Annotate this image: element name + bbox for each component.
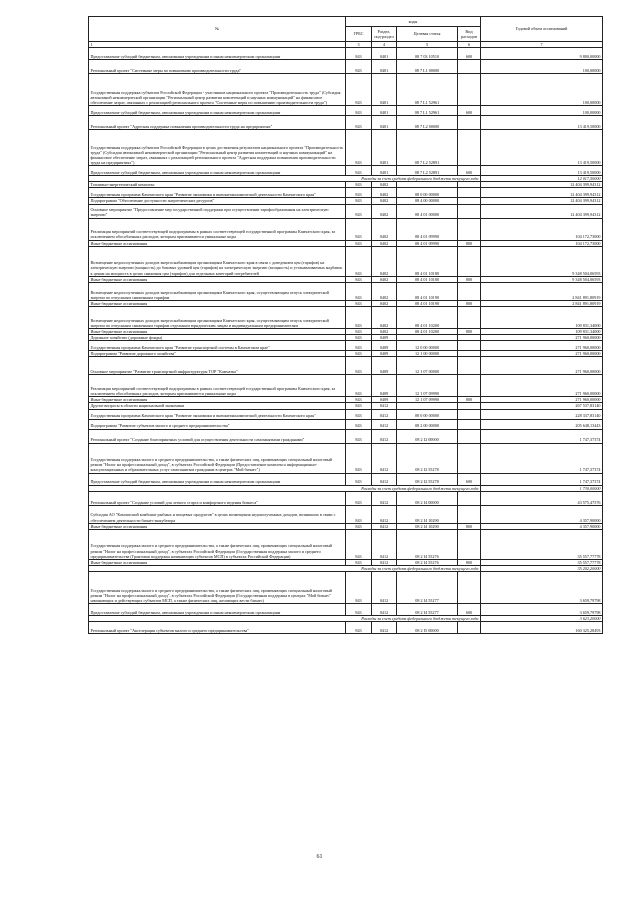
row-target-article: 08 7 L1 52961: [397, 106, 458, 116]
row-grbs: 843: [346, 443, 372, 473]
table-row: [89, 246, 603, 276]
header-expense-type: Вид расходов: [458, 27, 481, 42]
row-expense-type: 800: [458, 276, 481, 282]
row-amount: 2 841 891,80919: [481, 282, 603, 300]
row-amount: 1 747,37374: [481, 443, 603, 473]
row-amount: 4 357,90000: [481, 505, 603, 523]
row-grbs: 843: [346, 429, 372, 443]
row-grbs: 843: [346, 240, 372, 246]
row-section: 0402: [372, 182, 397, 188]
row-amount: 100,00000: [481, 60, 603, 74]
row-amount: 3 659,79798: [481, 572, 603, 604]
budget-table: [88, 16, 603, 634]
row-amount: 271 960,00000: [481, 341, 603, 351]
col-number-6: 6: [458, 42, 481, 48]
row-name: Возмещение недополученных доходов энергоснабжающим организациям Камчатского края в связи с доведением цен (тарифов) на электрическую энергию (мощность) до базовых уровней цен (тарифов) на электрическую энергию (мощность) и устанавливаемых надбавок к ценам на мощность в целях снижения цен (тарифов) для отдельных категорий потребителей: [89, 246, 346, 276]
row-expense-type: [458, 357, 481, 375]
federal-budget-label: Расходы за счет средств федерального бюджета текущего года: [89, 565, 481, 571]
row-expense-type: 800: [458, 523, 481, 529]
row-name: Государственная поддержка малого и среднего предпринимательства, а также физических лиц, применяющих специальный налоговый режим "Налог на профессиональный доход", в субъектах Российской Федерации (Предоставление комплекса информационно-консультационных и образовательных услуг самозанятым гражданам в центрах "Мой бизнес"): [89, 443, 346, 473]
federal-budget-amount: 3 623,20000: [481, 616, 603, 622]
row-section: 0412: [372, 473, 397, 485]
row-amount: 104 172,73000: [481, 240, 603, 246]
table-row: [89, 429, 603, 443]
row-section: 0402: [372, 198, 397, 204]
page-number: 61: [316, 854, 323, 860]
table-row: [89, 74, 603, 106]
row-section: 0412: [372, 604, 397, 616]
row-expense-type: 800: [458, 559, 481, 565]
row-name: Предоставление субсидий бюджетным, автономным учреждениям и иным некоммерческим организациям: [89, 166, 346, 176]
row-name: Иные бюджетные ассигнования: [89, 276, 346, 282]
row-grbs: 843: [346, 473, 372, 485]
row-expense-type: [458, 246, 481, 276]
table-row: [89, 375, 603, 397]
row-target-article: 08 2 I4 55276: [397, 559, 458, 565]
row-expense-type: [458, 443, 481, 473]
table-row: [89, 604, 603, 616]
row-name: Предоставление субсидий бюджетным, автономным учреждениям и иным некоммерческим организациям: [89, 48, 346, 60]
row-section: 0409: [372, 357, 397, 375]
row-expense-type: [458, 218, 481, 240]
row-target-article: 08 2 I4 55277: [397, 572, 458, 604]
row-expense-type: [458, 74, 481, 106]
row-name: Региональный проект "Создание условий для легкого старта и комфортного ведения бизнеса": [89, 491, 346, 505]
row-grbs: 843: [346, 74, 372, 106]
row-section: 0401: [372, 74, 397, 106]
row-grbs: 843: [346, 529, 372, 559]
row-target-article: 08 4 01 10190: [397, 300, 458, 306]
row-target-article: 08 2 I5 00000: [397, 622, 458, 634]
row-name: Другие вопросы в области национальной экономики: [89, 403, 346, 409]
federal-budget-amount: 12 017,50000: [481, 176, 603, 182]
row-name: Государственная программа Камчатского края "Развитие транспортной системы в Камчатском крае": [89, 341, 346, 351]
row-name: Государственная поддержка субъектов Российской Федерации - участников национального проекта "Производительность труда" (Субсидия автономной некоммерческой организации "Региональный центр развития компетенций и научных коммуникаций" на финансовое обеспечение затрат, связанных с реализацией регионального проекта "Системные меры по повышению производительности труда"): [89, 74, 346, 106]
row-grbs: 843: [346, 48, 372, 60]
header-grbs: ГРБС: [346, 27, 372, 42]
federal-budget-label: Расходы за счет средств федерального бюджета текущего года: [89, 616, 481, 622]
row-section: 0412: [372, 622, 397, 634]
row-amount: 228 337,83140: [481, 409, 603, 419]
row-name: Иные бюджетные ассигнования: [89, 328, 346, 334]
row-target-article: 08 7 L2 52891: [397, 130, 458, 166]
row-expense-type: [458, 572, 481, 604]
row-section: 0412: [372, 505, 397, 523]
row-expense-type: 800: [458, 240, 481, 246]
row-target-article: 08 2 I4 10290: [397, 523, 458, 529]
row-grbs: 843: [346, 409, 372, 419]
row-amount: 13 419,50000: [481, 116, 603, 130]
row-name: Иные бюджетные ассигнования: [89, 523, 346, 529]
row-grbs: 843: [346, 351, 372, 357]
row-section: 0412: [372, 403, 397, 409]
row-expense-type: 600: [458, 106, 481, 116]
row-section: 0412: [372, 443, 397, 473]
row-expense-type: [458, 529, 481, 559]
row-amount: 43 575,47576: [481, 491, 603, 505]
row-name: Реализация мероприятий соответствующей подпрограммы в рамках соответствующей государственной программы Камчатского края, за исключением обособленных расходов, которым присваиваются уникальные коды: [89, 218, 346, 240]
row-amount: 267 537,83140: [481, 403, 603, 409]
row-grbs: 843: [346, 60, 372, 74]
row-target-article: 12 0 00 00000: [397, 341, 458, 351]
table-row: [89, 409, 603, 419]
row-section: 0409: [372, 335, 397, 341]
row-name: Предоставление субсидий бюджетным, автономным учреждениям и иным некоммерческим организациям: [89, 604, 346, 616]
row-section: 0401: [372, 116, 397, 130]
row-target-article: 08 4 01 10180: [397, 246, 458, 276]
row-section: 0402: [372, 188, 397, 198]
row-amount: 35 557,77778: [481, 529, 603, 559]
row-grbs: 843: [346, 116, 372, 130]
row-grbs: 843: [346, 204, 372, 218]
row-target-article: 08 2 I2 00000: [397, 429, 458, 443]
row-grbs: 843: [346, 397, 372, 403]
row-section: 0412: [372, 409, 397, 419]
row-name: Иные бюджетные ассигнования: [89, 397, 346, 403]
row-name: Региональный проект "Создание благоприятных условий для осуществления деятельности самозанятыми гражданами": [89, 429, 346, 443]
row-amount: 271 960,00000: [481, 397, 603, 403]
table-row: [89, 572, 603, 604]
row-section: 0412: [372, 429, 397, 443]
row-amount: 12 404 399,94312: [481, 188, 603, 198]
row-amount: 13 419,50000: [481, 130, 603, 166]
federal-budget-label: Расходы за счет средств федерального бюджета текущего года: [89, 176, 481, 182]
row-amount: 1 747,37374: [481, 473, 603, 485]
row-name: Топливно-энергетический комплекс: [89, 182, 346, 188]
row-target-article: 08 2 I4 10290: [397, 505, 458, 523]
row-amount: 4 357,90000: [481, 523, 603, 529]
row-expense-type: [458, 341, 481, 351]
row-grbs: 843: [346, 182, 372, 188]
row-name: Государственная поддержка субъектов Российской Федерации в целях достижения результатов национального проекта "Производительность труда" (Субсидия автономной некоммерческой организации "Региональный центр развития компетенций и научных коммуникаций" на финансовое обеспечение затрат, связанных с реализацией регионального проекта "Адресная поддержка повышения производительности труда на предприятиях"): [89, 130, 346, 166]
row-name: Региональный проект "Системные меры по повышению производительности труда": [89, 60, 346, 74]
header-section: Раздел, под-раздел: [372, 27, 397, 42]
row-grbs: 843: [346, 491, 372, 505]
row-section: 0412: [372, 523, 397, 529]
row-amount: 1 747,37374: [481, 429, 603, 443]
row-expense-type: 800: [458, 397, 481, 403]
col-number-4: 4: [372, 42, 397, 48]
row-name: Региональный проект "Адресная поддержка повышения производительности труда на предприятиях": [89, 116, 346, 130]
row-amount: 271 960,00000: [481, 335, 603, 341]
row-name: Подпрограмма "Обеспечение доступности энергетических ресурсов": [89, 198, 346, 204]
row-target-article: 08 7 L2 52891: [397, 166, 458, 176]
row-name: Иные бюджетные ассигнования: [89, 240, 346, 246]
row-name: Предоставление субсидий бюджетным, автономным учреждениям и иным некоммерческим организациям: [89, 106, 346, 116]
row-grbs: 843: [346, 198, 372, 204]
row-section: 0402: [372, 240, 397, 246]
table-row: [89, 505, 603, 523]
row-name: Подпрограмма "Развитие субъектов малого и среднего предпринимательства": [89, 419, 346, 429]
row-amount: 35 557,77778: [481, 559, 603, 565]
row-target-article: 08 2 I4 00000: [397, 491, 458, 505]
row-amount: 205 648,13443: [481, 419, 603, 429]
row-grbs: 843: [346, 604, 372, 616]
row-expense-type: [458, 204, 481, 218]
row-expense-type: [458, 409, 481, 419]
row-expense-type: [458, 282, 481, 300]
row-expense-type: [458, 429, 481, 443]
table-row: [89, 48, 603, 60]
row-section: 0402: [372, 328, 397, 334]
row-grbs: 843: [346, 357, 372, 375]
header-annual-volume: Годовой объем ассигнований: [481, 17, 603, 42]
row-name: Возмещение недополученных доходов энергоснабжающим организациям Камчатского края, осуществляющим отпуск электрической энергии по отпускным сниженным тарифам отдельным юридическим лицам и индивидуальным предпринимателям: [89, 306, 346, 328]
row-target-article: 08 7 L1 00000: [397, 60, 458, 74]
row-section: 0402: [372, 276, 397, 282]
row-name: Возмещение недополученных доходов энергоснабжающим организациям Камчатского края, осуществляющим отпуск электрической энергии по отпускным сниженным тарифам: [89, 282, 346, 300]
row-amount: 3 659,79798: [481, 604, 603, 616]
row-expense-type: [458, 306, 481, 328]
row-target-article: 12 1 07 09990: [397, 375, 458, 397]
table-row: [89, 204, 603, 218]
row-section: 0402: [372, 218, 397, 240]
row-expense-type: [458, 130, 481, 166]
row-expense-type: 600: [458, 48, 481, 60]
row-amount: 100,00000: [481, 106, 603, 116]
row-grbs: 843: [346, 106, 372, 116]
row-name: Предоставление субсидий бюджетным, автономным учреждениям и иным некоммерческим организациям: [89, 473, 346, 485]
table-row: [89, 622, 603, 634]
row-grbs: 843: [346, 282, 372, 300]
row-section: 0401: [372, 48, 397, 60]
row-name: Субсидия АО "Камчатский комбинат рыбных и пищевых продуктов" в целях возмещения недополученных доходов, возникших в связи с обеспечением деятельности бизнес-инкубатора: [89, 505, 346, 523]
table-row: [89, 419, 603, 429]
row-section: 0409: [372, 351, 397, 357]
row-grbs: 843: [346, 166, 372, 176]
table-row: [89, 166, 603, 176]
col-number-3: 3: [346, 42, 372, 48]
row-target-article: 08 4 01 10200: [397, 306, 458, 328]
row-expense-type: [458, 375, 481, 397]
row-section: 0409: [372, 341, 397, 351]
row-target-article: 08 4 01 10180: [397, 276, 458, 282]
row-section: 0409: [372, 375, 397, 397]
row-grbs: 843: [346, 188, 372, 198]
row-expense-type: [458, 60, 481, 74]
row-amount: 109 831,34000: [481, 328, 603, 334]
table-row: [89, 130, 603, 166]
row-target-article: 08 0 00 00000: [397, 409, 458, 419]
table-row: [89, 306, 603, 328]
row-section: 0402: [372, 204, 397, 218]
row-section: 0401: [372, 60, 397, 74]
row-target-article: 12 1 07 09990: [397, 397, 458, 403]
row-amount: 12 404 399,94312: [481, 198, 603, 204]
row-target-article: 08 7 L2 00000: [397, 116, 458, 130]
row-grbs: 843: [346, 276, 372, 282]
table-row: [89, 106, 603, 116]
row-expense-type: 600: [458, 166, 481, 176]
row-target-article: 08 4 01 09990: [397, 240, 458, 246]
row-target-article: 08 7 L1 52961: [397, 74, 458, 106]
header-target-article: Целевая статья: [397, 27, 458, 42]
table-row: [89, 473, 603, 485]
row-grbs: 843: [346, 403, 372, 409]
row-section: 0402: [372, 300, 397, 306]
row-grbs: 843: [346, 559, 372, 565]
row-name: Государственная поддержка малого и среднего предпринимательства, а также физических лиц, применяющих специальный налоговый режим "Налог на профессиональный доход", в субъектах Российской Федерации (Государственная поддержка в центрах "Мой бизнес" начинающих и действующих субъектов МСП, а также физических лиц, желающих вести бизнес): [89, 572, 346, 604]
row-grbs: 843: [346, 130, 372, 166]
row-target-article: 08 0 00 00000: [397, 188, 458, 198]
table-row: [89, 357, 603, 375]
row-amount: 13 419,50000: [481, 166, 603, 176]
row-expense-type: [458, 116, 481, 130]
row-name: Реализация мероприятий соответствующей подпрограммы в рамках соответствующей государственной программы Камчатского края, за исключением обособленных расходов, которым присваиваются уникальные коды: [89, 375, 346, 397]
table-row: [89, 491, 603, 505]
table-body: [89, 48, 603, 634]
row-target-article: 08 2 I2 55278: [397, 473, 458, 485]
row-section: 0402: [372, 306, 397, 328]
col-number-7: 7: [481, 42, 603, 48]
row-amount: 271 960,00000: [481, 357, 603, 375]
row-section: 0401: [372, 106, 397, 116]
row-grbs: 843: [346, 375, 372, 397]
row-name: Региональный проект "Акселерация субъектов малого и среднего предпринимательства": [89, 622, 346, 634]
row-section: 0412: [372, 419, 397, 429]
row-expense-type: 800: [458, 300, 481, 306]
row-amount: 9 348 504,06593: [481, 246, 603, 276]
row-expense-type: [458, 419, 481, 429]
row-grbs: 843: [346, 246, 372, 276]
row-target-article: 08 2 I2 55278: [397, 443, 458, 473]
row-expense-type: [458, 505, 481, 523]
row-target-article: 12 1 07 00000: [397, 357, 458, 375]
row-amount: 12 404 399,94312: [481, 182, 603, 188]
row-grbs: 843: [346, 505, 372, 523]
row-target-article: 08 2 I4 55276: [397, 529, 458, 559]
row-amount: 2 841 891,80919: [481, 300, 603, 306]
row-target-article: 08 4 01 10190: [397, 282, 458, 300]
row-grbs: 843: [346, 306, 372, 328]
row-target-article: 08 7 03 10510: [397, 48, 458, 60]
row-target-article: 08 2 00 00000: [397, 419, 458, 429]
row-target-article: 08 2 I4 55277: [397, 604, 458, 616]
row-grbs: 843: [346, 523, 372, 529]
row-section: 0402: [372, 246, 397, 276]
row-amount: 271 960,00000: [481, 375, 603, 397]
row-expense-type: [458, 622, 481, 634]
row-name: Подпрограмма "Развитие дорожного хозяйства": [89, 351, 346, 357]
row-name: Дорожное хозяйство (дорожные фонды): [89, 335, 346, 341]
federal-budget-amount: 35 202,20000: [481, 565, 603, 571]
federal-budget-label: Расходы за счет средств федерального бюджета текущего года: [89, 485, 481, 491]
table-row: [89, 282, 603, 300]
row-amount: 271 960,00000: [481, 351, 603, 357]
row-grbs: 843: [346, 335, 372, 341]
row-section: 0401: [372, 166, 397, 176]
row-grbs: 843: [346, 328, 372, 334]
table-row: [89, 443, 603, 473]
row-section: 0402: [372, 282, 397, 300]
row-name: Иные бюджетные ассигнования: [89, 300, 346, 306]
table-row: [89, 529, 603, 559]
header-number: №: [89, 17, 346, 42]
table-row: [89, 188, 603, 198]
table-row: [89, 218, 603, 240]
row-target-article: 08 4 00 00000: [397, 198, 458, 204]
row-target-article: 08 4 01 10200: [397, 328, 458, 334]
col-number-1: 1: [89, 42, 346, 48]
row-target-article: 08 4 01 00000: [397, 204, 458, 218]
row-target-article: 08 4 01 09990: [397, 218, 458, 240]
row-expense-type: [458, 491, 481, 505]
row-name: Государственная поддержка малого и среднего предпринимательства, а также физических лиц, применяющих специальный налоговый режим "Налог на профессиональный доход", в субъектах Российской Федерации (Государственная поддержка малого и среднего предпринимательства (Грантовая поддержка начинающих субъектов МСП) в субъектах Российской Федерации): [89, 529, 346, 559]
row-section: 0412: [372, 529, 397, 559]
row-section: 0412: [372, 491, 397, 505]
row-amount: 100,00000: [481, 74, 603, 106]
table-row: [89, 341, 603, 351]
row-grbs: 843: [346, 572, 372, 604]
row-grbs: 843: [346, 218, 372, 240]
col-number-5: 5: [397, 42, 458, 48]
table-row: [89, 60, 603, 74]
row-grbs: 843: [346, 300, 372, 306]
row-amount: 109 831,34000: [481, 306, 603, 328]
row-name: Государственная программа Камчатского края "Развитие экономики и внешнеэкономической деятельности Камчатского края": [89, 188, 346, 198]
row-grbs: 843: [346, 341, 372, 351]
row-expense-type: 800: [458, 328, 481, 334]
row-section: 0409: [372, 397, 397, 403]
row-section: 0412: [372, 572, 397, 604]
row-grbs: 843: [346, 622, 372, 634]
row-name: Основное мероприятие "Развитие транспортной инфраструктуры ТОР "Камчатка": [89, 357, 346, 375]
row-amount: 104 172,73000: [481, 218, 603, 240]
row-expense-type: 600: [458, 604, 481, 616]
row-expense-type: [458, 188, 481, 198]
federal-budget-amount: 1 730,00000: [481, 485, 603, 491]
row-amount: 12 404 399,94312: [481, 204, 603, 218]
row-section: 0401: [372, 130, 397, 166]
row-expense-type: 600: [458, 473, 481, 485]
row-amount: 9 800,00000: [481, 48, 603, 60]
table-row: [89, 116, 603, 130]
row-amount: 9 348 504,06593: [481, 276, 603, 282]
row-target-article: 12 1 00 00000: [397, 351, 458, 357]
row-grbs: 843: [346, 419, 372, 429]
row-name: Иные бюджетные ассигнования: [89, 559, 346, 565]
row-name: Основное мероприятие "Предоставление мер государственной поддержки при осуществлении тарифообразования на электрическую энергию": [89, 204, 346, 218]
row-amount: 160 325,28493: [481, 622, 603, 634]
header-codes: коды: [346, 17, 481, 27]
row-name: Государственная программа Камчатского края "Развитие экономики и внешнеэкономической деятельности Камчатского края": [89, 409, 346, 419]
row-section: 0412: [372, 559, 397, 565]
